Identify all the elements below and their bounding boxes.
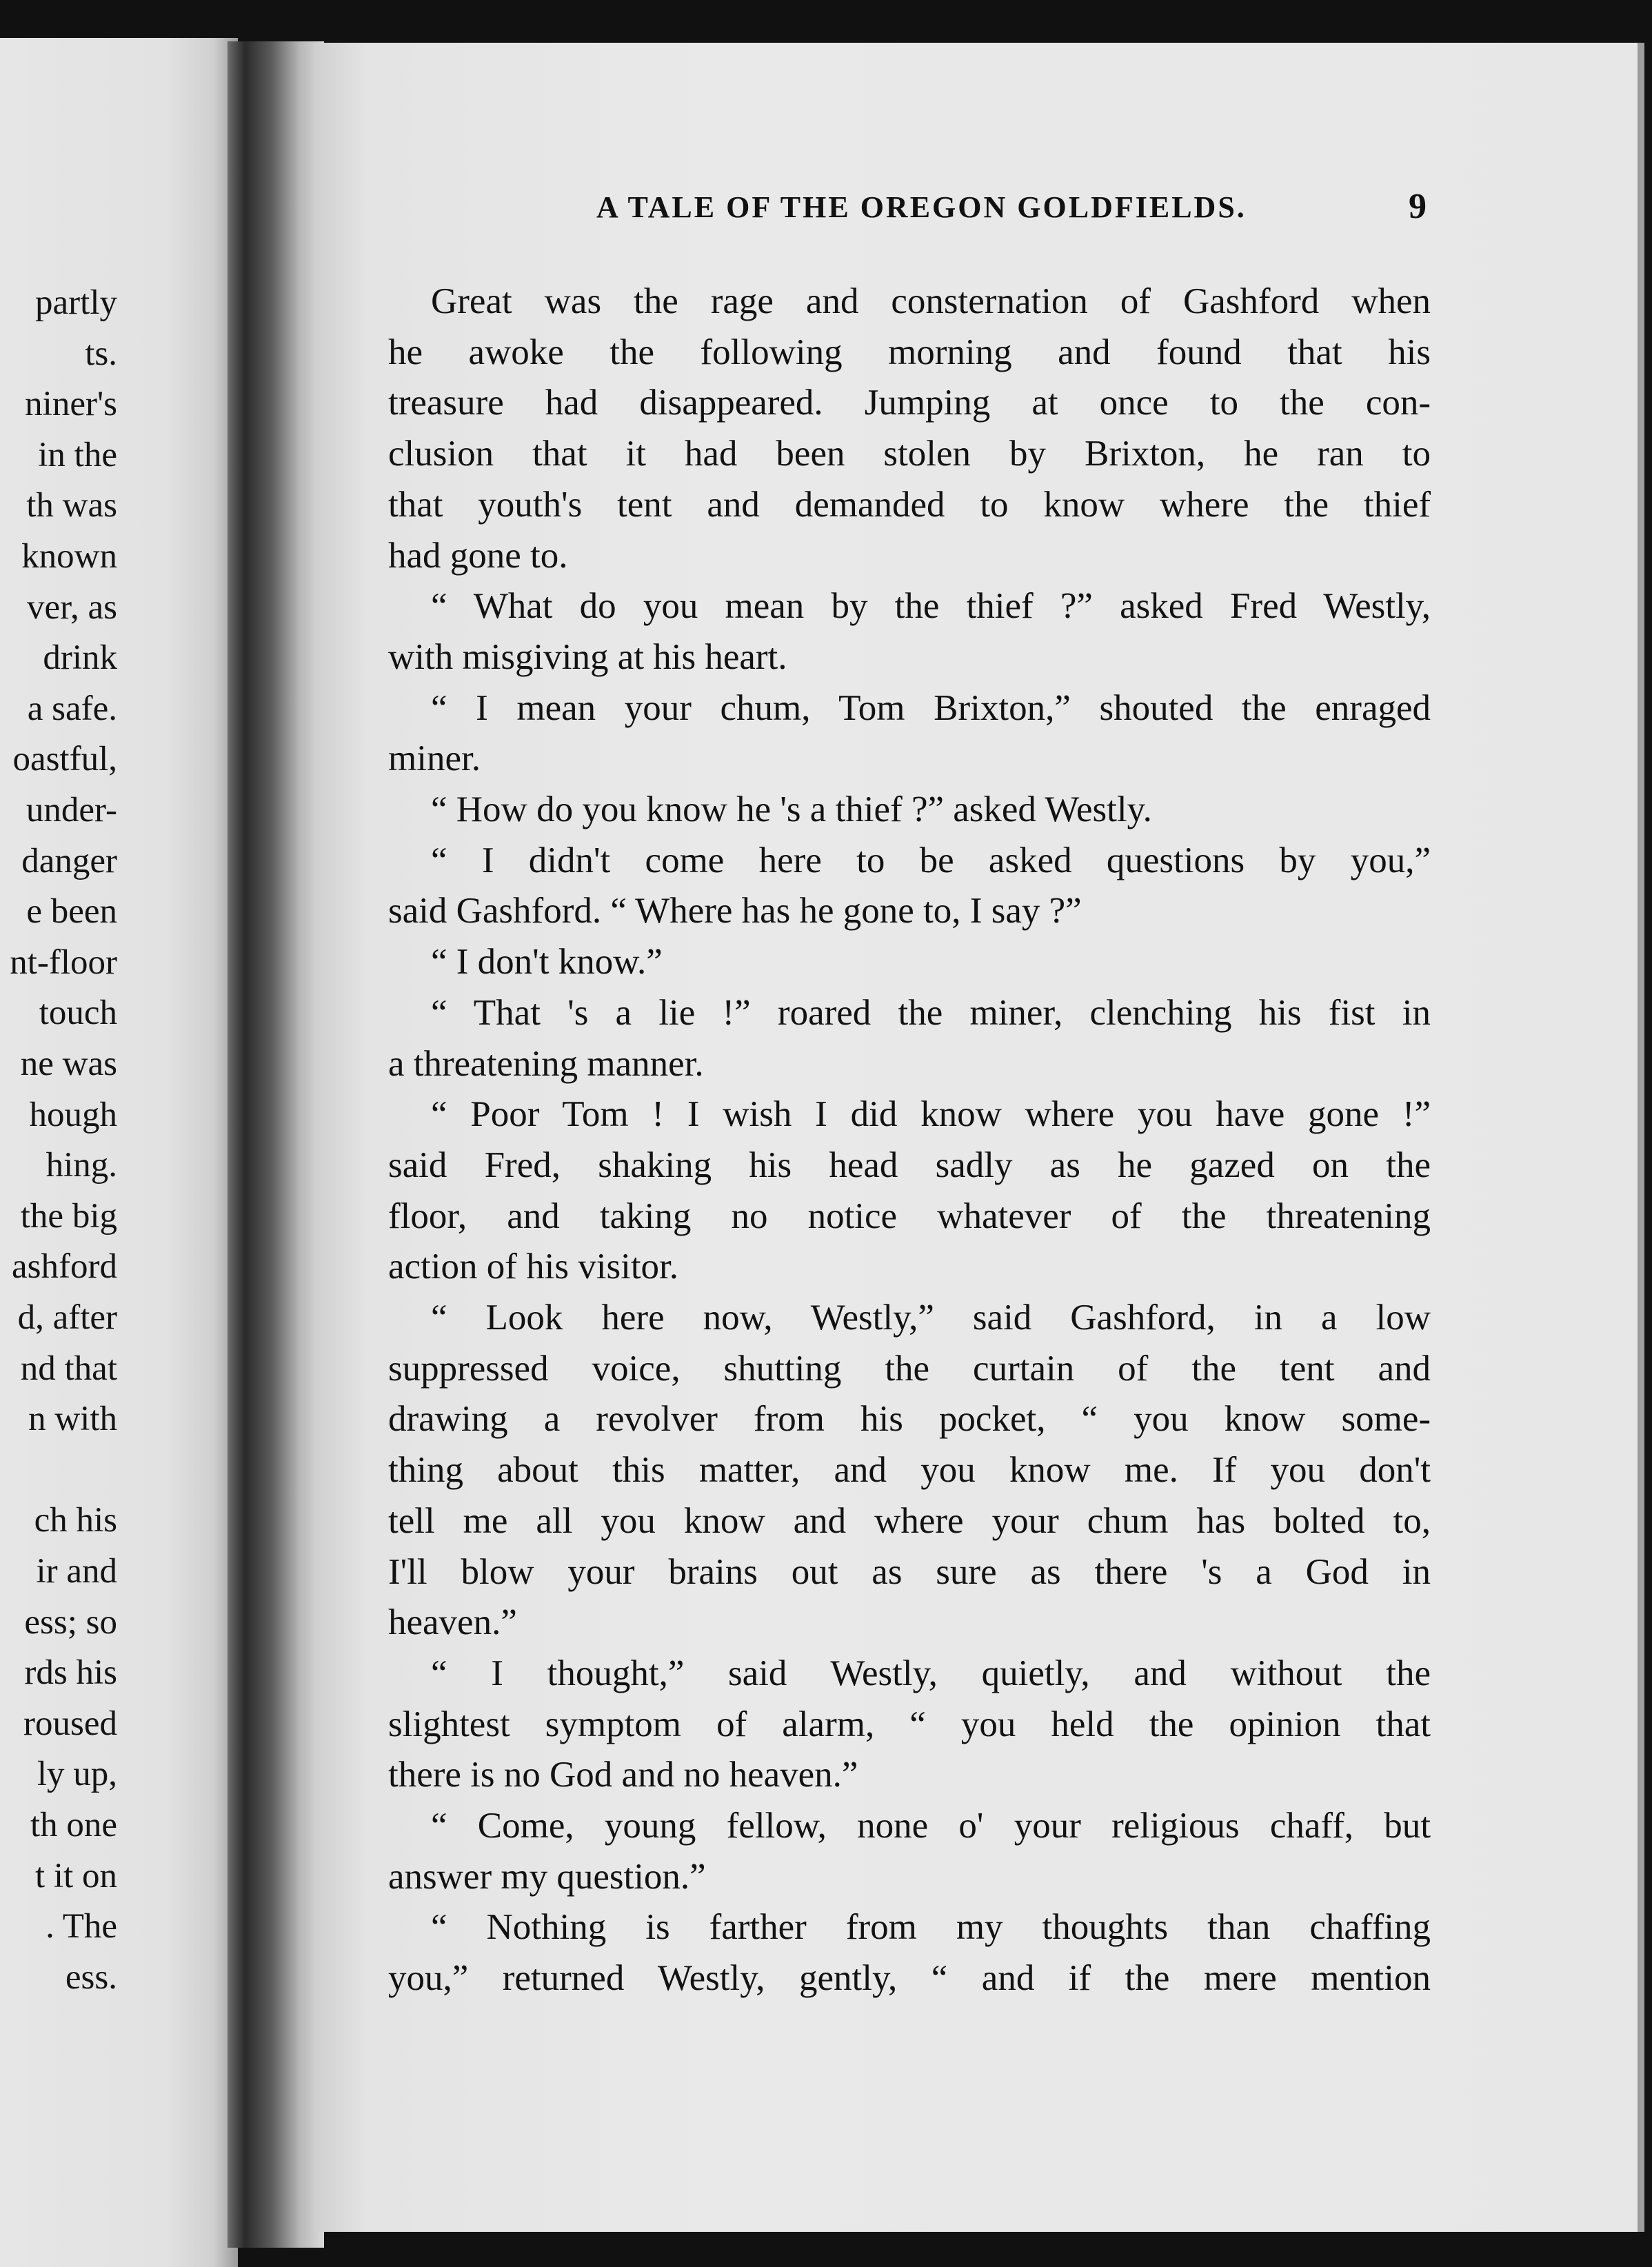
left-page-line: ess. <box>65 1957 117 1997</box>
left-page-line: known <box>21 537 117 576</box>
text-line: said Fred, shaking his head sadly as he gazed on the <box>388 1145 1431 1185</box>
text-line: treasure had disappeared. Jumping at once to the con- <box>388 383 1431 423</box>
left-page-line: ch his <box>34 1501 117 1540</box>
left-page-line: partly <box>35 283 117 322</box>
text-line: answer my question.” <box>388 1856 706 1897</box>
text-line: suppressed voice, shutting the curtain of the tent and <box>388 1348 1431 1389</box>
text-line: said Gashford. “ Where has he gone to, I say ?” <box>388 891 1082 931</box>
text-line: “ I mean your chum, Tom Brixton,” shouted the enraged <box>431 687 1431 728</box>
left-page-line: hing. <box>46 1146 117 1185</box>
left-page-line: ver, as <box>26 587 117 627</box>
text-line: “ Come, young fellow, none o' your religious chaff, but <box>431 1806 1431 1846</box>
text-line: that youth's tent and demanded to know where the thief <box>388 484 1431 525</box>
left-page-line: e been <box>26 892 117 931</box>
text-line: “ Poor Tom ! I wish I did know where you have gone !” <box>431 1094 1431 1135</box>
text-line: drawing a revolver from his pocket, “ you know some- <box>388 1399 1431 1440</box>
left-page-line: drink <box>43 638 117 678</box>
left-page-line: hough <box>29 1095 117 1134</box>
left-page-line: ts. <box>85 334 117 373</box>
left-page-line: ir and <box>36 1552 117 1591</box>
text-line: “ I didn't come here to be asked questions by you,” <box>431 840 1431 880</box>
left-page-line: ess; so <box>24 1602 117 1642</box>
left-page-line: touch <box>39 994 117 1033</box>
text-line: slightest symptom of alarm, “ you held the opinion that <box>388 1704 1431 1744</box>
left-page-line: danger <box>21 841 117 880</box>
left-page-line: a safe. <box>27 689 117 728</box>
left-page-line: roused <box>23 1704 117 1743</box>
left-page-line: th was <box>26 486 117 525</box>
left-page-line: . The <box>46 1907 117 1946</box>
text-line: he awoke the following morning and found that his <box>388 332 1431 372</box>
text-line: heaven.” <box>388 1602 517 1643</box>
text-line: Great was the rage and consternation of Gashford when <box>431 281 1431 321</box>
left-page-line: rds his <box>24 1653 117 1693</box>
text-line: had gone to. <box>388 535 568 576</box>
left-page-line: in the <box>38 435 117 474</box>
text-line: a threatening manner. <box>388 1043 704 1084</box>
text-line: “ Look here now, Westly,” said Gashford, in a low <box>431 1298 1431 1338</box>
text-line: “ Nothing is farther from my thoughts than chaffing <box>431 1907 1431 1948</box>
text-line: I'll blow your brains out as sure as there 's a God in <box>388 1551 1431 1592</box>
text-line: “ I thought,” said Westly, quietly, and without the <box>431 1653 1431 1693</box>
left-page-line: under- <box>26 791 117 829</box>
book-gutter-shadow <box>228 41 324 2248</box>
running-head: A TALE OF THE OREGON GOLDFIELDS. <box>596 190 1247 224</box>
text-line: tell me all you know and where your chum has bolted to, <box>388 1500 1431 1541</box>
left-page-line: d, after <box>17 1298 117 1337</box>
text-line: miner. <box>388 738 481 779</box>
left-page <box>0 38 238 2267</box>
text-line: “ How do you know he 's a thief ?” asked Westly. <box>431 789 1152 829</box>
text-line: clusion that it had been stolen by Brixton, he ran to <box>388 434 1431 474</box>
text-line: action of his visitor. <box>388 1247 679 1287</box>
left-page-line: th one <box>30 1806 117 1844</box>
text-line: “ That 's a lie !” roared the miner, clenching his fist in <box>431 992 1431 1033</box>
left-page-line: nd that <box>20 1349 117 1388</box>
left-page-line: nt-floor <box>10 943 117 982</box>
text-line: you,” returned Westly, gently, “ and if the mere mention <box>388 1958 1431 1999</box>
text-line: “ What do you mean by the thief ?” asked Fred Westly, <box>431 586 1431 627</box>
text-line: floor, and taking no notice whatever of the threatening <box>388 1196 1431 1236</box>
page-number: 9 <box>1409 187 1427 226</box>
left-page-line: t it on <box>34 1856 117 1895</box>
left-page-line: the big <box>20 1196 117 1236</box>
left-page-line: ne was <box>20 1045 117 1083</box>
left-page-line: ashford <box>12 1247 117 1287</box>
left-page-line: niner's <box>25 385 117 424</box>
text-line: thing about this matter, and you know me. If you don't <box>388 1450 1431 1491</box>
text-line: with misgiving at his heart. <box>388 636 787 677</box>
text-line: there is no God and no heaven.” <box>388 1755 858 1795</box>
text-line: “ I don't know.” <box>431 942 663 983</box>
left-page-line: ly up, <box>37 1755 117 1794</box>
left-page-line: oastful, <box>12 740 117 779</box>
left-page-line: n with <box>28 1400 117 1439</box>
